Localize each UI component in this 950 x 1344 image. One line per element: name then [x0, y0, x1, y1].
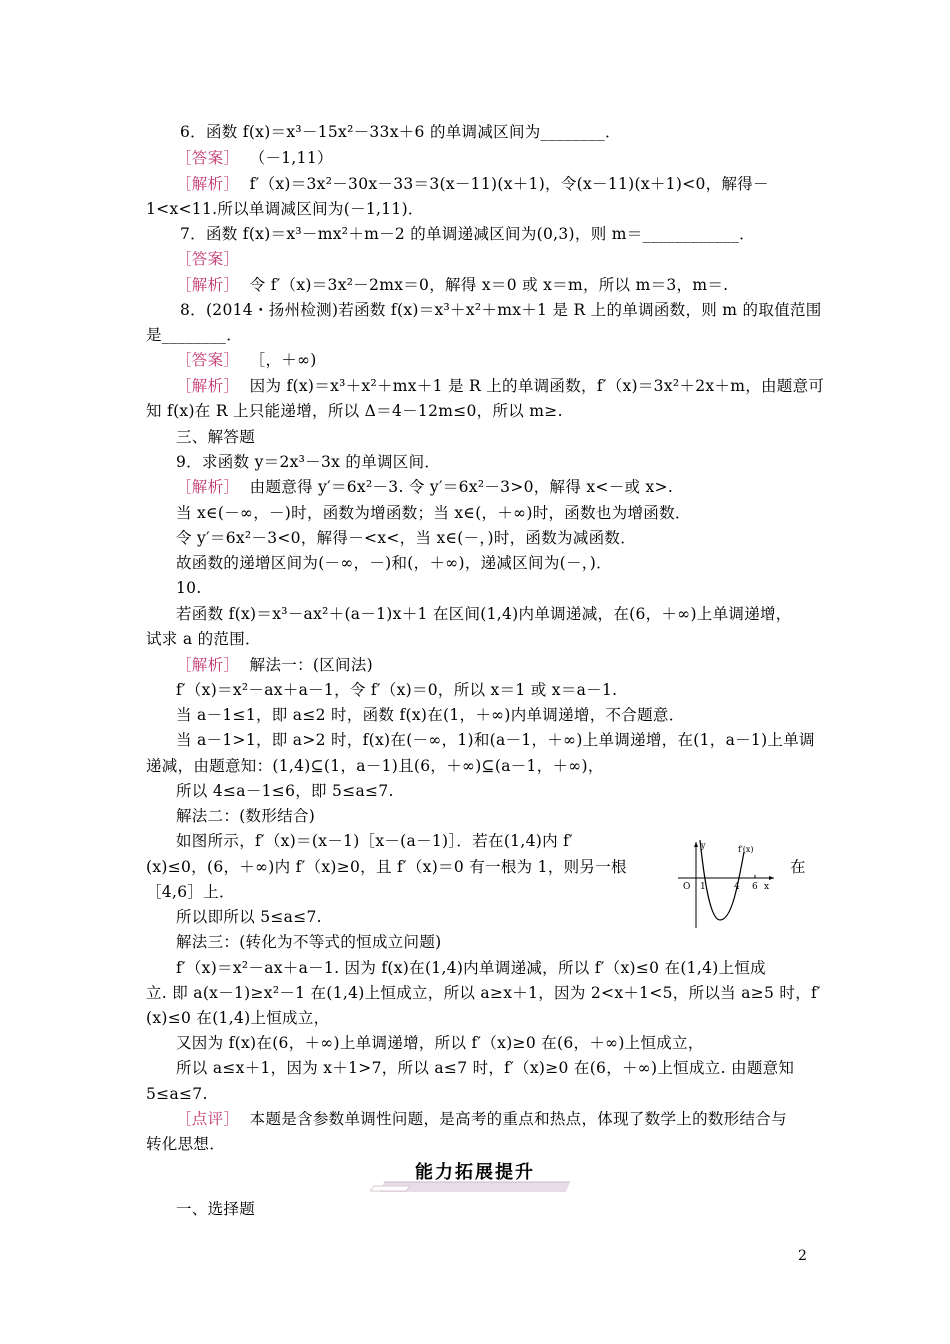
text-line — [176, 275, 728, 295]
line-text: 由题意得 y′＝6x²－3. 令 y′＝6x²－3>0，解得 x<－或 x>. — [249, 478, 674, 496]
line-text: 本题是含参数单调性问题，是高考的重点和热点，体现了数学上的数形结合与 — [249, 1110, 787, 1128]
section-banner — [370, 1158, 580, 1194]
graph-tick-label-4: 4 — [734, 882, 740, 892]
line-text: 立. 即 a(x－1)≥x²－1 在(1,4)上恒成立，所以 a≥x＋1，因为 2<x＋1<5，所以当 a≥5 时，f′ — [146, 984, 821, 1002]
text-line — [146, 857, 627, 877]
graph-origin-label: O — [683, 882, 691, 892]
line-text: f′（x)＝3x²－30x－33＝3(x－11)(x＋1)，令(x－11)(x＋1)<0，解得－ — [249, 175, 769, 193]
line-text: （－1,11） — [249, 149, 333, 167]
text-line — [176, 1199, 255, 1219]
text-line — [790, 857, 806, 877]
text-line — [176, 578, 202, 598]
line-text: 10. — [176, 579, 202, 597]
text-line — [176, 477, 673, 497]
line-text: ［，＋∞) — [249, 351, 317, 369]
line-text: f′（x)＝x²－ax＋a－1. 因为 f(x)在(1,4)内单调递减，所以 f′（x)≤0 在(1,4)上恒成 — [176, 959, 766, 977]
text-line — [146, 325, 242, 345]
text-line — [176, 932, 442, 952]
line-text: 所以 4≤a－1≤6，即 5≤a≤7. — [176, 782, 394, 800]
section-tag: ［解析］ — [176, 656, 240, 674]
graph-x-arrow — [769, 876, 774, 880]
line-text: 7．函数 f(x)＝x³－mx²＋m－2 的单调递减区间为(0,3)，则 m＝____________． — [180, 225, 755, 243]
line-text: (x)≤0 在(1,4)上恒成立， — [146, 1009, 330, 1027]
text-line — [176, 249, 250, 269]
line-text: 所以即所以 5≤a≤7. — [176, 908, 322, 926]
line-text: 试求 a 的范围． — [146, 630, 261, 648]
graph-x-label: x — [764, 882, 770, 892]
text-line — [180, 300, 822, 320]
line-text: 故函数的递增区间为(－∞，－)和(，＋∞)，递减区间为(－，)． — [176, 554, 612, 572]
line-text: 递减，由题意知：(1,4)⊆(1，a－1)且(6，＋∞)⊆(a－1，＋∞)， — [146, 757, 604, 775]
text-line — [146, 983, 821, 1003]
line-text: 解法三：(转化为不等式的恒成立问题) — [176, 933, 442, 951]
line-text: 当 a－1>1，即 a>2 时，f(x)在(－∞，1)和(a－1，＋∞)上单调递增，在(1，a－1)上单调 — [176, 731, 815, 749]
text-line — [176, 730, 815, 750]
section-tag: ［解析］ — [176, 478, 240, 496]
page-number: 2 — [798, 1248, 807, 1264]
banner-title: 能力拓展提升 — [415, 1162, 535, 1183]
text-line — [146, 882, 235, 902]
text-line — [176, 528, 636, 548]
line-text: 解法一：(区间法) — [249, 656, 373, 674]
line-text: 5≤a≤7. — [146, 1085, 208, 1103]
text-line — [146, 629, 261, 649]
text-line — [176, 831, 573, 851]
line-text: 一、选择题 — [176, 1200, 256, 1218]
text-line — [146, 199, 424, 219]
text-line — [146, 1008, 329, 1028]
text-line — [176, 376, 824, 396]
text-line — [176, 958, 766, 978]
banner-stripe — [370, 1186, 410, 1191]
line-text: 又因为 f(x)在(6，＋∞)上单调递增，所以 f′（x)≥0 在(6，＋∞)上恒成立， — [176, 1034, 704, 1052]
text-line — [176, 503, 691, 523]
line-text: 知 f(x)在 R 上只能递增，所以 Δ＝4－12m≤0，所以 m≥. — [146, 402, 563, 420]
text-line — [176, 1109, 787, 1129]
line-text: 8．(2014・扬州检测)若函数 f(x)＝x³＋x²＋mx＋1 是 R 上的单调函数，则 m 的取值范围 — [180, 301, 822, 319]
line-text: 在 — [790, 858, 806, 876]
graph-y-label: y — [701, 841, 706, 850]
text-line — [176, 655, 373, 675]
line-text: 6．函数 f(x)＝x³－15x²－33x＋6 的单调减区间为________． — [180, 123, 621, 141]
section-tag: ［答案］ — [176, 149, 240, 167]
graph-tick-label-6: 6 — [752, 882, 758, 892]
graph-curve-label: f′(x) — [738, 845, 754, 854]
line-text: 是________． — [146, 326, 243, 344]
line-text: 9．求函数 y＝2x³－3x 的单调区间． — [176, 453, 441, 471]
section-tag: ［解析］ — [176, 377, 240, 395]
line-text: 三、解答题 — [176, 428, 256, 446]
section-tag: ［解析］ — [176, 276, 240, 294]
text-line — [176, 452, 440, 472]
text-line — [146, 1084, 208, 1104]
section-tag: ［答案］ — [176, 250, 240, 268]
line-text: 因为 f(x)＝x³＋x²＋mx＋1 是 R 上的单调函数，f′（x)＝3x²＋2x＋m，由题意可 — [249, 377, 825, 395]
text-line — [180, 224, 755, 244]
text-line — [180, 122, 621, 142]
text-line — [176, 427, 255, 447]
line-text: 解法二：(数形结合) — [176, 807, 316, 825]
line-text: 转化思想． — [146, 1135, 226, 1153]
derivative-graph-figure — [676, 838, 776, 930]
text-line — [176, 705, 685, 725]
line-text: ［4,6］上． — [146, 883, 235, 901]
text-line — [176, 680, 617, 700]
text-line — [176, 148, 333, 168]
line-text: (x)≤0，(6，＋∞)内 f′（x)≥0，且 f′（x)＝0 有一根为 1，则另一根 — [146, 858, 627, 876]
section-tag: ［点评］ — [176, 1110, 240, 1128]
text-line — [176, 553, 612, 573]
text-line — [176, 907, 322, 927]
line-text: 如图所示，f′（x)＝(x－1)［x－(a－1)］．若在(1,4)内 f′ — [176, 832, 573, 850]
text-line — [176, 350, 317, 370]
section-tag: ［答案］ — [176, 351, 240, 369]
line-text: 当 a－1≤1，即 a≤2 时，函数 f(x)在(1，＋∞)内单调递增，不合题意． — [176, 706, 685, 724]
text-line — [176, 174, 769, 194]
line-text: 令 f′（x)＝3x²－2mx＝0，解得 x＝0 或 x＝m，所以 m＝3，m＝. — [249, 276, 729, 294]
text-line — [176, 1033, 704, 1053]
text-line — [176, 781, 394, 801]
graph-tick-label-1: 1 — [700, 882, 706, 892]
text-line — [176, 604, 792, 624]
line-text: 当 x∈(－∞，－)时，函数为增函数；当 x∈(，＋∞)时，函数也为增函数． — [176, 504, 691, 522]
text-line — [176, 1058, 794, 1078]
graph-y-arrow — [694, 842, 698, 847]
text-line — [146, 401, 563, 421]
line-text: f′（x)＝x²－ax＋a－1，令 f′（x)＝0，所以 x＝1 或 x＝a－1. — [176, 681, 618, 699]
line-text: 1<x<11.所以单调减区间为(－1,11)． — [146, 200, 424, 218]
line-text: 所以 a≤x＋1，因为 x＋1>7，所以 a≤7 时，f′（x)≥0 在(6，＋∞)上恒成立. 由题意知 — [176, 1059, 795, 1077]
text-line — [146, 756, 604, 776]
text-line — [146, 1134, 225, 1154]
section-tag: ［解析］ — [176, 175, 240, 193]
line-text: 若函数 f(x)＝x³－ax²＋(a－1)x＋1 在区间(1,4)内单调递减，在(6，＋∞)上单调递增， — [176, 605, 792, 623]
line-text: 令 y′＝6x²－3<0，解得－<x<，当 x∈(－，)时，函数为减函数． — [176, 529, 637, 547]
text-line — [176, 806, 315, 826]
